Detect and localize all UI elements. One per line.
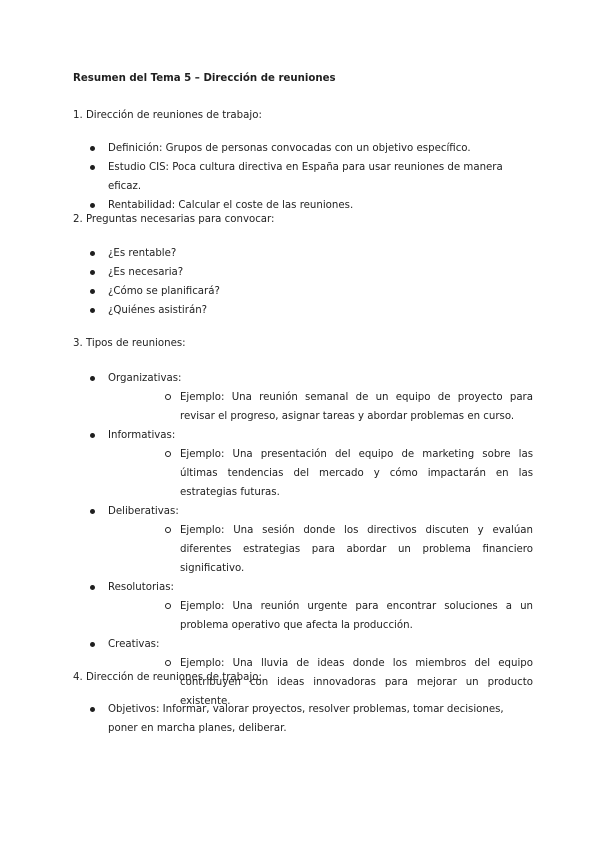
list-item: Definición: Grupos de personas convocadas con un objetivo específico.	[73, 139, 533, 158]
list-item	[73, 369, 533, 426]
section-3-list	[73, 369, 533, 711]
list-item	[73, 578, 533, 635]
sub-list-item: Ejemplo: Una lluvia de ideas donde los miembros del equipo contribuyen con ideas innovadoras para mejorar un producto existente.	[108, 654, 533, 711]
type-label: Resolutorias:	[108, 582, 174, 593]
section-2-list	[73, 244, 533, 320]
type-label: Informativas:	[108, 430, 176, 441]
sub-list-item: Ejemplo: Una reunión urgente para encontrar soluciones a un problema operativo que afecta la producción.	[108, 597, 533, 635]
section-2-heading: 2. Preguntas necesarias para convocar:	[73, 214, 275, 225]
section-1-heading: 1. Dirección de reuniones de trabajo:	[73, 110, 262, 121]
list-item: ¿Es necesaria?	[73, 263, 533, 282]
sub-list-item: Ejemplo: Una sesión donde los directivos discuten y evalúan diferentes estrategias para abordar un problema financiero significativo.	[108, 521, 533, 578]
section-4-list	[73, 700, 528, 738]
list-item: ¿Quiénes asistirán?	[73, 301, 533, 320]
type-label: Creativas:	[108, 639, 160, 650]
type-label: Organizativas:	[108, 373, 182, 384]
section-4-heading: 4. Dirección de reuniones de trabajo:	[73, 672, 262, 683]
document-title: Resumen del Tema 5 – Dirección de reuniones	[73, 73, 336, 84]
sub-list-item: Ejemplo: Una reunión semanal de un equipo de proyecto para revisar el progreso, asignar tareas y abordar problemas en curso.	[108, 388, 533, 426]
list-item: Objetivos: Informar, valorar proyectos, resolver problemas, tomar decisiones, poner en marcha planes, deliberar.	[73, 700, 528, 738]
list-item	[73, 502, 533, 578]
list-item: ¿Es rentable?	[73, 244, 533, 263]
sub-list-item: Ejemplo: Una presentación del equipo de marketing sobre las últimas tendencias del mercado y cómo impactarán en las estrategias futuras.	[108, 445, 533, 502]
list-item: Estudio CIS: Poca cultura directiva en España para usar reuniones de manera eficaz.	[73, 158, 533, 196]
list-item	[73, 426, 533, 502]
list-item: ¿Cómo se planificará?	[73, 282, 533, 301]
list-item: Rentabilidad: Calcular el coste de las reuniones.	[73, 196, 533, 215]
section-1-list	[73, 139, 533, 215]
section-3-heading: 3. Tipos de reuniones:	[73, 338, 186, 349]
type-label: Deliberativas:	[108, 506, 179, 517]
